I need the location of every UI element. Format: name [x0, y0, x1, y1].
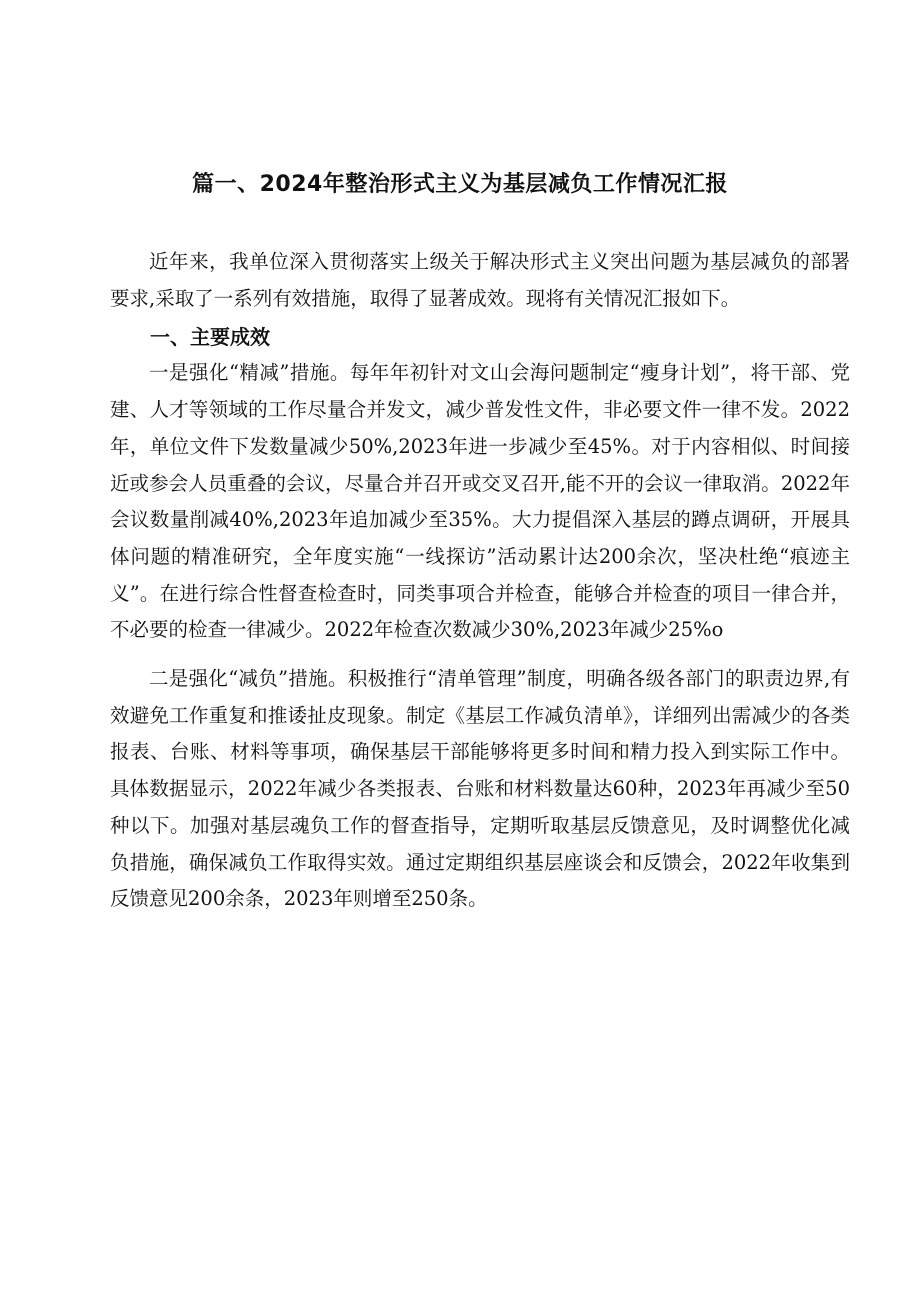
document-title: 篇一、2024年整治形式主义为基层减负工作情况汇报	[192, 172, 728, 197]
intro-paragraph: 近年来，我单位深入贯彻落实上级关于解决形式主义突出问题为基层减负的部署要求,采取了一系列有效措施，取得了显著成效。现将有关情况汇报如下。	[110, 250, 850, 310]
section-heading-main-results: 一、主要成效	[150, 325, 270, 350]
paragraph-burden-reduction-measures: 二是强化“减负”措施。积极推行“清单管理”制度，明确各级各部门的职责边界,有效避免工作重复和推诿扯皮现象。制定《基层工作减负清单》，详细列出需减少的各类报表、台账、材料等事项，确保基层干部能够将更多时间和精力投入到实际工作中。具体数据显示，2022年减少各类报表、台账和材料数量达60种，2023年再减少至50种以下。加强对基层魂负工作的督查指导，定期听取基层反馈意见，及时调整优化减负措施，确保减负工作取得实效。通过定期组织基层座谈会和反馈会，2022年收集到反馈意见200余条，2023年则增至250条。	[110, 667, 850, 911]
document-body	[110, 244, 850, 918]
paragraph-streamlining-measures: 一是强化“精减”措施。每年年初针对文山会海问题制定“瘦身计划”，将干部、党建、人才等领域的工作尽量合并发文，减少普发性文件，非必要文件一律不发。2022年，单位文件下发数量减少50%,2023年进一步减少至45%。对于内容相似、时间接近或参会人员重叠的会议，尽量合并召开或交叉召开,能不开的会议一律取消。2022年会议数量削减40%,2023年追加减少至35%。大力提倡深入基层的蹲点调研，开展具体问题的精准研究，全年度实施“一线探访”活动累计达200余次，坚决杜绝“痕迹主义”。在进行综合性督查检查时，同类事项合并检查，能够合并检查的项目一律合并，不必要的检查一律减少。2022年检查次数减少30%,2023年减少25%o	[110, 361, 850, 642]
